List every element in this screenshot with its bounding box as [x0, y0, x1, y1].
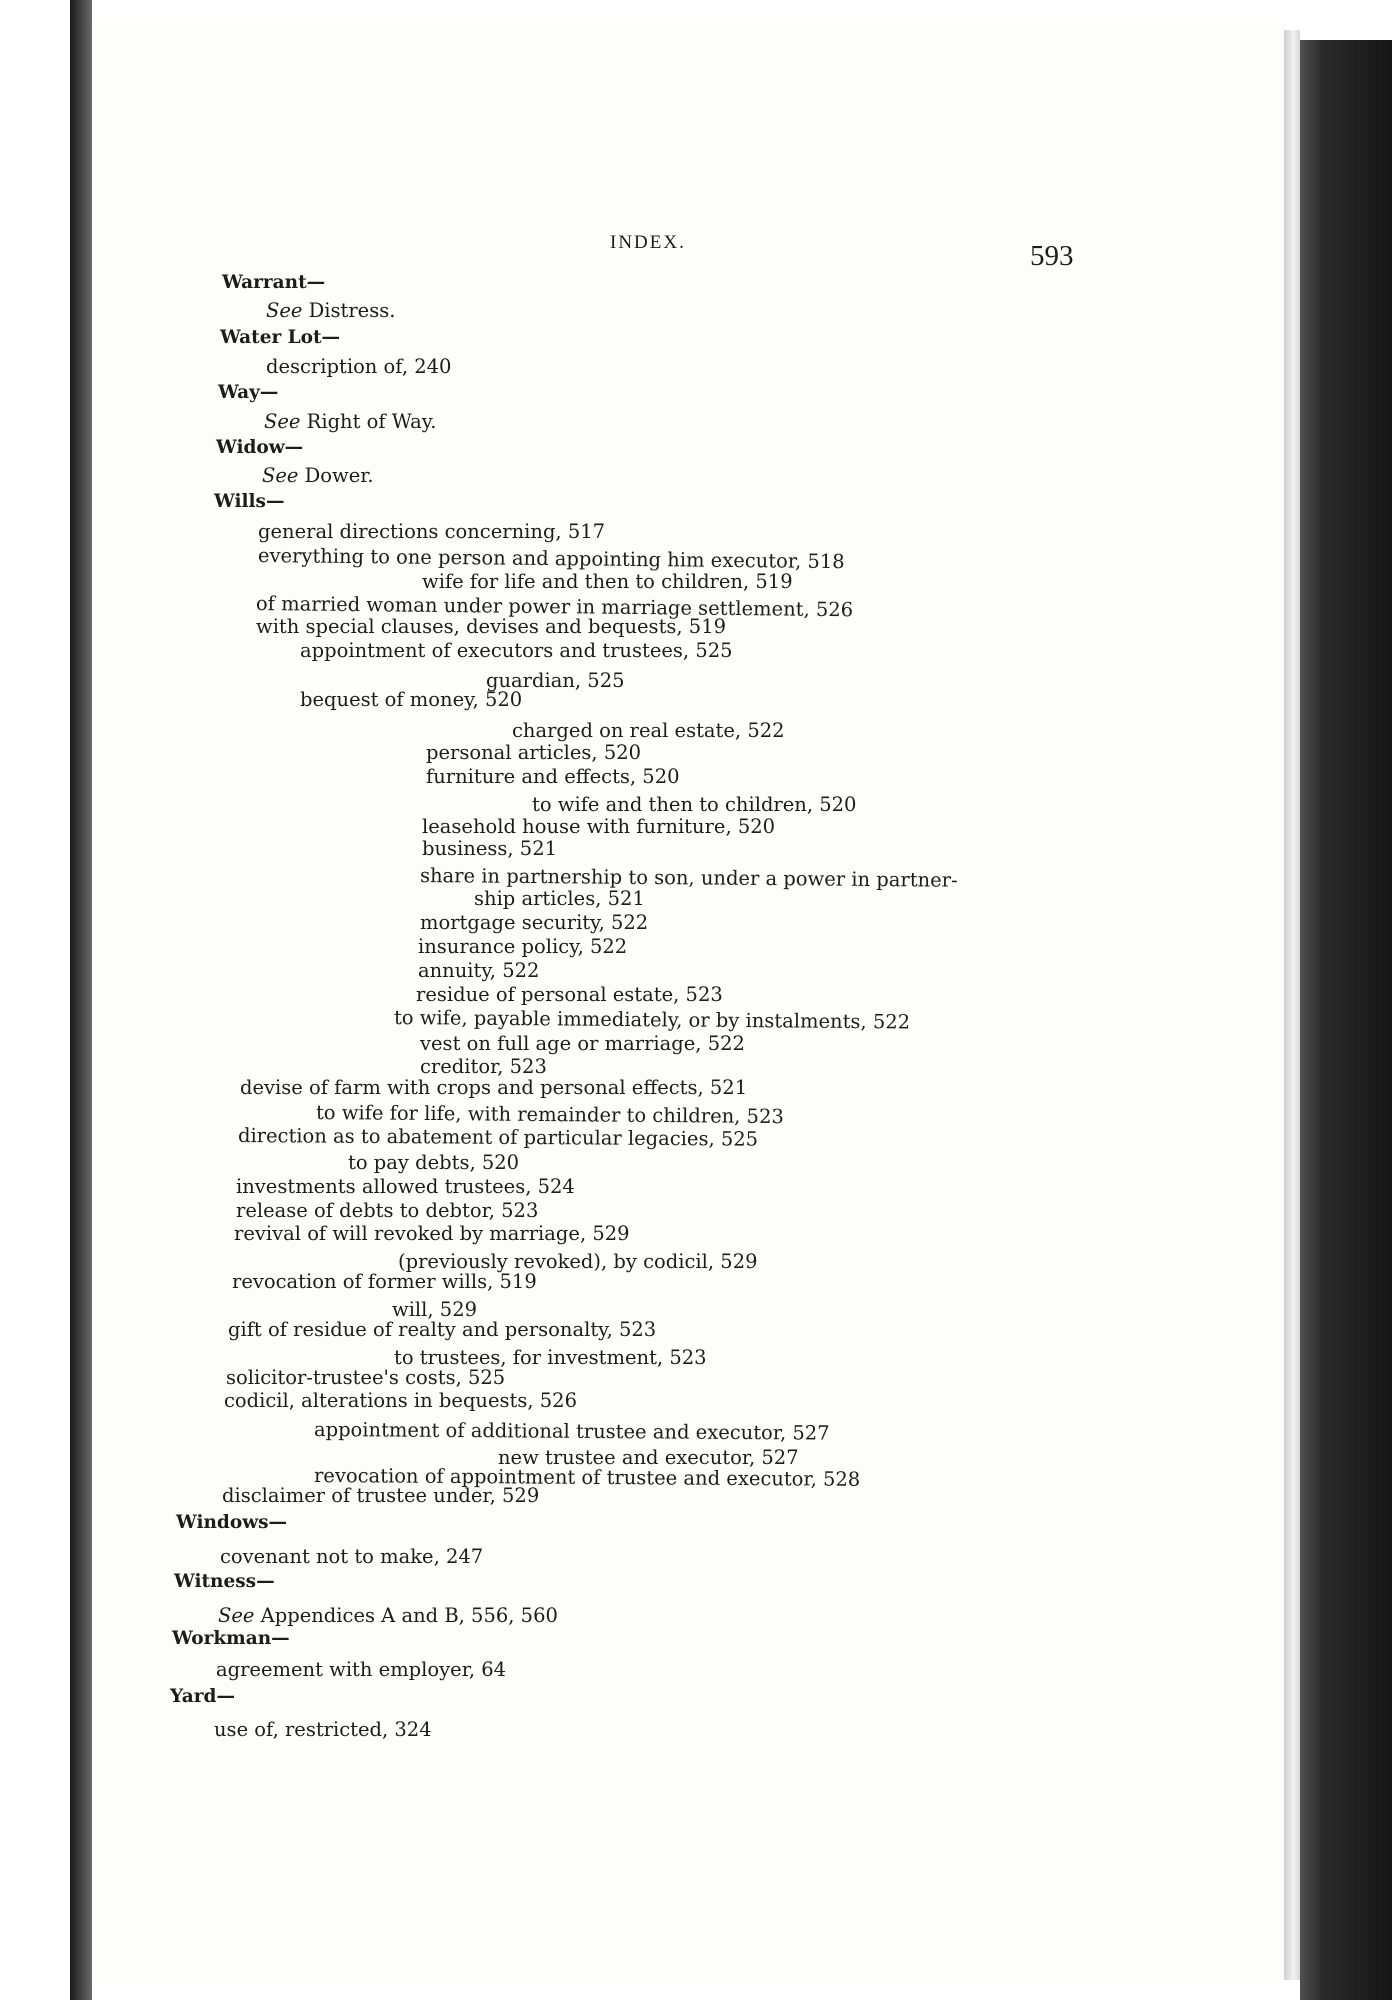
- index-line: of married woman under power in marriage settlement, 526: [255, 592, 854, 622]
- index-line: ship articles, 521: [474, 887, 645, 910]
- index-line: to wife, payable immediately, or by instalments, 522: [393, 1006, 911, 1034]
- index-line: revival of will revoked by marriage, 529: [234, 1222, 630, 1245]
- index-line: agreement with employer, 64: [216, 1658, 507, 1681]
- left-binding-edge: [70, 0, 92, 2000]
- index-line: insurance policy, 522: [418, 935, 628, 958]
- index-line: personal articles, 520: [426, 741, 642, 764]
- index-line: to trustees, for investment, 523: [394, 1346, 707, 1369]
- index-term-witness: Witness—: [174, 1571, 275, 1592]
- running-header: INDEX.: [610, 232, 686, 253]
- index-term-way: Way—: [218, 382, 279, 403]
- index-term-windows: Windows—: [176, 1512, 288, 1533]
- right-binding-edge: [1300, 40, 1392, 2000]
- index-line: business, 521: [422, 837, 558, 860]
- index-line: appointment of additional trustee and executor, 527: [313, 1418, 830, 1445]
- index-term-workman: Workman—: [172, 1628, 290, 1649]
- index-line: codicil, alterations in bequests, 526: [224, 1389, 577, 1412]
- index-line: new trustee and executor, 527: [498, 1446, 799, 1469]
- index-line: furniture and effects, 520: [426, 765, 680, 788]
- index-line: (previously revoked), by codicil, 529: [398, 1250, 758, 1273]
- index-line: direction as to abatement of particular legacies, 525: [237, 1124, 759, 1151]
- index-line: to wife and then to children, 520: [532, 793, 857, 816]
- see-reference: See: [262, 464, 299, 487]
- index-term-wills: Wills—: [214, 491, 285, 512]
- index-line: creditor, 523: [420, 1055, 547, 1078]
- index-line: to pay debts, 520: [348, 1151, 520, 1174]
- index-term-yard: Yard—: [170, 1686, 235, 1707]
- index-line: to wife for life, with remainder to children, 523: [315, 1101, 784, 1129]
- index-line: vest on full age or marriage, 522: [420, 1032, 745, 1055]
- index-line: See Dower.: [262, 464, 374, 487]
- index-line: See Distress.: [266, 299, 396, 322]
- index-line: share in partnership to son, under a power in partner-: [419, 864, 958, 892]
- index-line: covenant not to make, 247: [220, 1545, 484, 1568]
- index-line: everything to one person and appointing him executor, 518: [257, 544, 845, 574]
- index-line: investments allowed trustees, 524: [236, 1175, 575, 1198]
- index-line: will, 529: [392, 1298, 478, 1321]
- index-line: bequest of money, 520: [300, 688, 523, 711]
- index-term-water-lot: Water Lot—: [220, 327, 341, 348]
- index-line: residue of personal estate, 523: [416, 983, 723, 1006]
- index-line: devise of farm with crops and personal effects, 521: [240, 1076, 748, 1099]
- index-line: with special clauses, devises and bequests, 519: [256, 615, 727, 638]
- index-line: mortgage security, 522: [420, 911, 649, 934]
- index-line: annuity, 522: [418, 959, 540, 982]
- index-line: revocation of appointment of trustee and executor, 528: [313, 1464, 861, 1491]
- index-term-warrant: Warrant—: [222, 272, 326, 293]
- index-line: solicitor-trustee's costs, 525: [226, 1366, 506, 1389]
- see-reference: See: [218, 1604, 255, 1627]
- index-line: general directions concerning, 517: [258, 520, 606, 543]
- index-line: wife for life and then to children, 519: [422, 570, 793, 593]
- index-line: See Right of Way.: [264, 410, 437, 433]
- index-line: charged on real estate, 522: [512, 719, 785, 742]
- index-line: appointment of executors and trustees, 525: [300, 639, 733, 662]
- index-line: gift of residue of realty and personalty, 523: [228, 1318, 657, 1341]
- index-line: disclaimer of trustee under, 529: [222, 1484, 540, 1507]
- index-term-widow: Widow—: [216, 437, 304, 458]
- page-edge: [1284, 30, 1300, 1980]
- see-reference: See: [266, 299, 303, 322]
- index-line: release of debts to debtor, 523: [236, 1199, 539, 1222]
- index-line: See Appendices A and B, 556, 560: [218, 1604, 558, 1627]
- index-line: guardian, 525: [486, 669, 625, 692]
- index-line: description of, 240: [266, 355, 452, 378]
- index-line: revocation of former wills, 519: [232, 1270, 537, 1293]
- page-number: 593: [1030, 240, 1074, 272]
- index-line: leasehold house with furniture, 520: [422, 815, 776, 838]
- index-line: use of, restricted, 324: [214, 1718, 432, 1741]
- see-reference: See: [264, 410, 301, 433]
